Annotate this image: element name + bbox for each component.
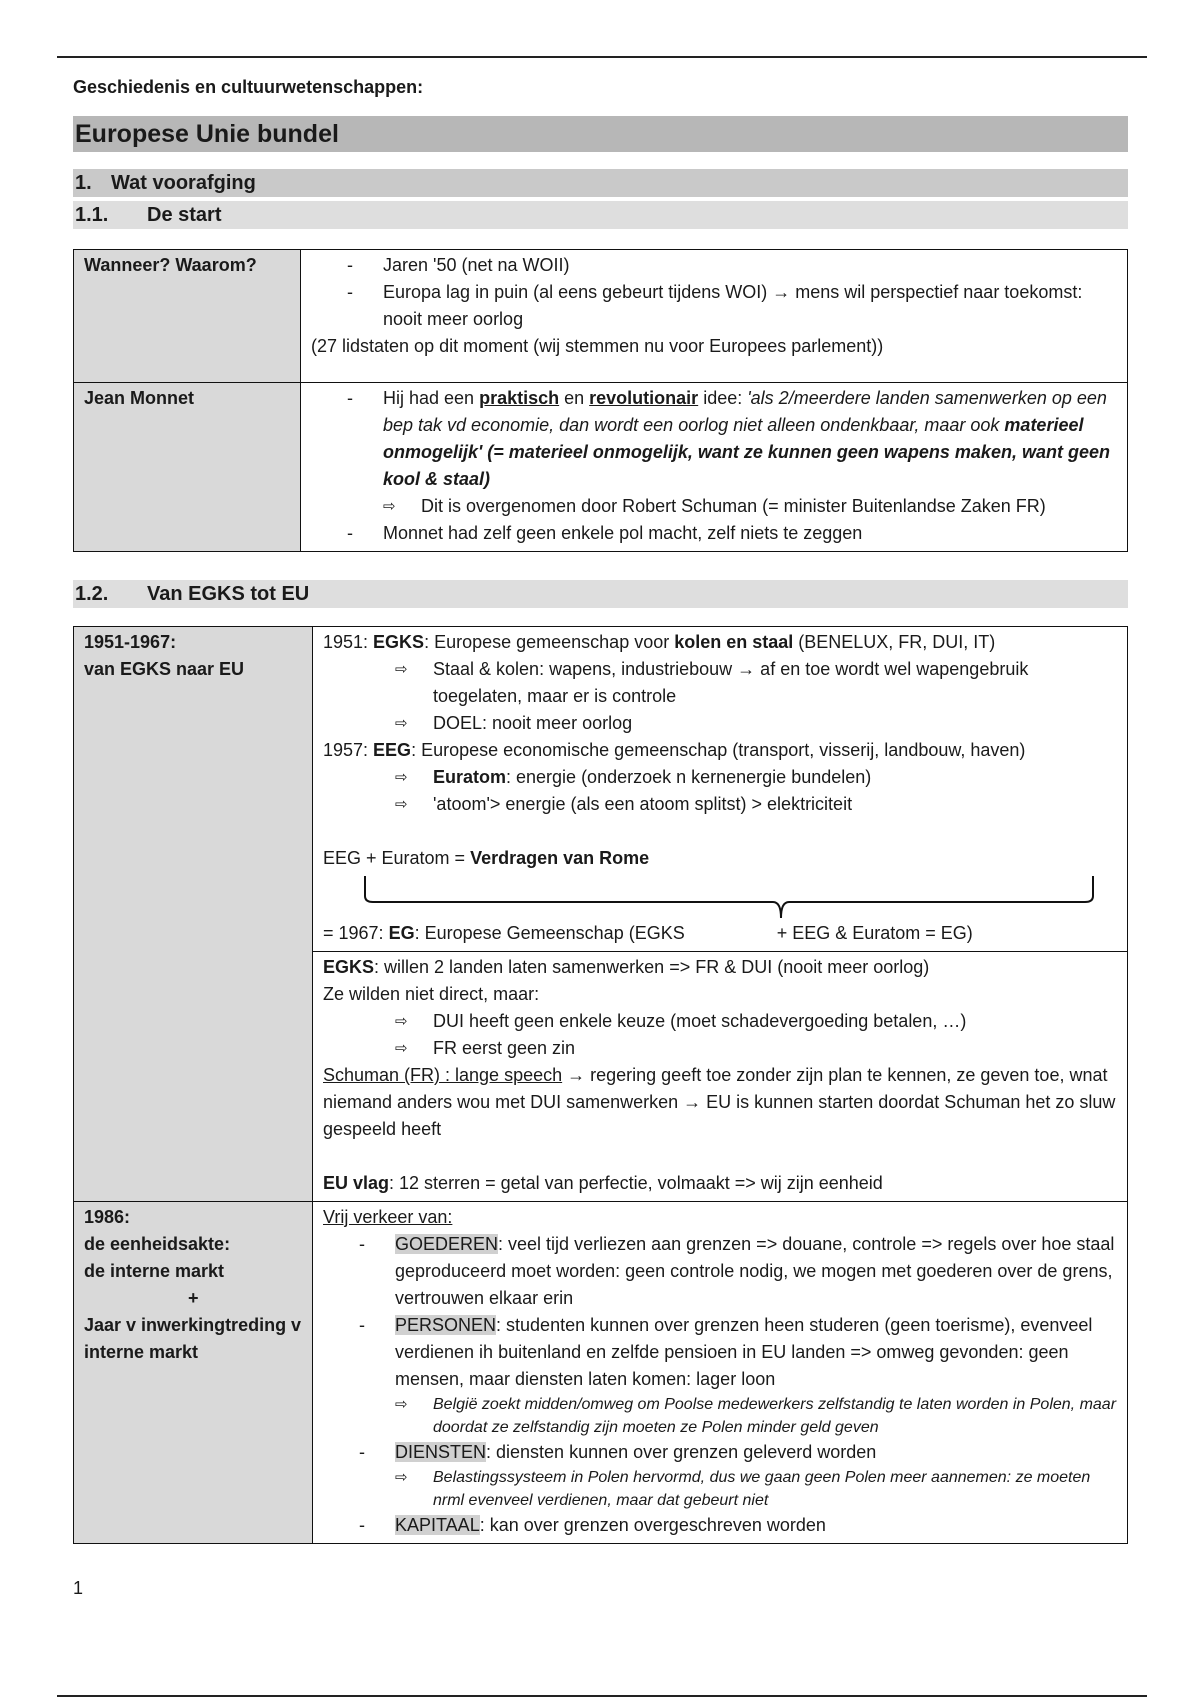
row-label [74, 1202, 313, 1544]
row-content [313, 627, 1128, 952]
text-run: idee: [698, 388, 748, 408]
text-line [323, 737, 1119, 764]
bottom-rule [57, 1695, 1147, 1697]
document-header: Geschiedenis en cultuurwetenschappen: [73, 77, 424, 97]
text-run: : Europese economische gemeenschap (transport, visserij, landbouw, haven) [411, 740, 1026, 760]
text-run: Hij had een [383, 388, 480, 408]
text-run: 'als 2/meerdere landen samenwerken op een bep tak vd economie, dan wordt een oorlog niet alleen ondenkbaar, maar ook [383, 388, 1107, 435]
text-line [323, 1170, 1119, 1197]
list-item: - Europa lag in puin (al eens gebeurt tijdens WOI) → mens wil perspectief naar toekomst: nooit meer oorlog [311, 279, 1119, 333]
label-line: 1986: [84, 1207, 131, 1227]
section-number: 1. [75, 172, 92, 194]
section-number: 1.1. [75, 204, 109, 226]
text-run: en [559, 388, 590, 408]
label-line: de eenheidsakte: [84, 1234, 231, 1254]
highlight-term: GOEDEREN [395, 1234, 499, 1254]
note-text: (27 lidstaten op dit moment (wij stemmen nu voor Europees parlement)) [311, 336, 884, 356]
text-run: EGKS [323, 957, 375, 977]
arrow-item: ⇨ Dit is overgenomen door Robert Schuman (= minister Buitenlandse Zaken FR) [311, 493, 1119, 520]
text-run: EEG [373, 740, 412, 760]
text-line [323, 629, 1119, 656]
text-run: Euratom [433, 767, 507, 787]
text-run: = 1967: [323, 923, 389, 943]
text-run: : Europese Gemeenschap (EGKS [414, 923, 685, 943]
text-run: : energie (onderzoek n kernenergie bundelen) [506, 767, 872, 787]
spacer [323, 818, 1119, 845]
table-egks-eu [73, 626, 1128, 1544]
text-run: EGKS [373, 632, 425, 652]
list-item [323, 1512, 1119, 1539]
text-line [323, 1062, 1119, 1143]
arrow-item: ⇨ DOEL: nooit meer oorlog [323, 710, 1119, 737]
text-run: → regering geeft toe zonder zijn plan te kennen, ze geven toe, wnat niemand anders wou met DUI samenwerken → EU is kunnen starten doordat Schuman het zo sluw gespeeld heeft [323, 1065, 1116, 1139]
row-content [313, 1202, 1128, 1544]
table-row [74, 383, 1128, 552]
label-line: Jaar v inwerkingtreding v interne markt [84, 1315, 302, 1362]
arrow-item: ⇨ 'atoom'> energie (als een atoom splitst) > elektriciteit [323, 791, 1119, 818]
top-rule [57, 56, 1147, 58]
text-run: revolutionair [589, 388, 699, 408]
table-de-start [73, 249, 1128, 552]
highlight-term: KAPITAAL [395, 1515, 480, 1535]
text-run: : kan over grenzen overgeschreven worden [479, 1515, 826, 1535]
list-item: - Monnet had zelf geen enkele pol macht, zelf niets te zeggen [311, 520, 1119, 547]
highlight-term: PERSONEN [395, 1315, 497, 1335]
curly-brace [363, 874, 1103, 920]
section-number: 1.2. [75, 583, 109, 605]
text-line [323, 845, 1119, 872]
table-row [74, 1202, 1128, 1544]
text-run: 1951: [323, 632, 374, 652]
spacer [323, 1143, 1119, 1170]
section-1-1-heading [73, 201, 1128, 229]
arrow-item: ⇨ Belastingssysteem in Polen hervormd, dus we gaan geen Polen meer aannemen: ze moeten nrml evenveel verdienen, maar dat gebeurt niet [323, 1466, 1119, 1512]
label-line: van EGKS naar EU [84, 659, 245, 679]
text-run: : willen 2 landen laten samenwerken => FR & DUI (nooit meer oorlog) [374, 957, 930, 977]
section-title: Wat voorafging [111, 172, 256, 194]
list-item [323, 1231, 1119, 1312]
text-run: EG [388, 923, 415, 943]
text-run: praktisch [479, 388, 560, 408]
label-line: 1951-1967: [84, 632, 177, 652]
arrow-item: ⇨ België zoekt midden/omweg om Poolse medewerkers zelfstandig te laten worden in Polen, maar doordat ze zelfstandig zijn moeten ze Polen minder geld geven [323, 1393, 1119, 1439]
text-run: : veel tijd verliezen aan grenzen => douane, controle => regels over hoe staal geproduceerd moet worden: geen controle nodig, we mogen met goederen over de grens, vertrouwen elkaar erin [395, 1234, 1115, 1308]
section-title: De start [147, 204, 222, 226]
section-title: Van EGKS tot EU [147, 583, 310, 605]
row-label: Jean Monnet [74, 383, 301, 552]
section-1-heading [73, 169, 1128, 197]
text-run: EEG + Euratom = [323, 848, 471, 868]
text-run: : studenten kunnen over grenzen heen studeren (geen toerisme), evenveel verdienen ih buitenland en zelfde pensioen in EU landen => omweg gevonden: geen mensen, maar diensten laten komen: lager loon [395, 1315, 1093, 1389]
highlight-term: DIENSTEN [395, 1442, 487, 1462]
row-content [301, 383, 1128, 552]
section-1-2-heading [73, 580, 1128, 608]
document-title: Europese Unie bundel [73, 116, 1128, 152]
text-line: Vrij verkeer van: [323, 1207, 453, 1227]
text-run: 1957: [323, 740, 374, 760]
document-page [73, 72, 1128, 1544]
page-number: 1 [73, 1578, 84, 1598]
text-run: Schuman (FR) : lange speech [323, 1065, 563, 1085]
row-content [313, 952, 1128, 1202]
list-item [323, 1312, 1119, 1393]
table-row [74, 250, 1128, 383]
arrow-item: ⇨ DUI heeft geen enkele keuze (moet schadevergoeding betalen, …) [323, 1008, 1119, 1035]
list-item [323, 1439, 1119, 1466]
row-content [301, 250, 1128, 383]
text-line [323, 920, 1119, 947]
text-line [323, 954, 1119, 981]
text-run: Verdragen van Rome [470, 848, 650, 868]
text-run: + EEG & Euratom = EG) [776, 923, 973, 943]
label-line: de interne markt [84, 1261, 225, 1281]
text-run: : Europese gemeenschap voor [424, 632, 675, 652]
row-label: Wanneer? Waarom? [74, 250, 301, 383]
text-line: Ze wilden niet direct, maar: [323, 984, 540, 1004]
list-item: - Jaren '50 (net na WOII) [311, 252, 1119, 279]
text-run: : 12 sterren = getal van perfectie, volmaakt => wij zijn eenheid [389, 1173, 883, 1193]
label-line: + [188, 1288, 199, 1308]
arrow-item: ⇨ FR eerst geen zin [323, 1035, 1119, 1062]
text-run: kolen en staal [674, 632, 794, 652]
text-run: EU vlag [323, 1173, 390, 1193]
row-label [74, 627, 313, 1202]
arrow-item [323, 764, 1119, 791]
text-run: materieel onmogelijk' (= materieel onmogelijk, want ze kunnen geen wapens maken, want geen kool & staal) [383, 415, 1110, 489]
list-item [311, 385, 1119, 493]
table-row [74, 627, 1128, 952]
arrow-item: ⇨ Staal & kolen: wapens, industriebouw → af en toe wordt wel wapengebruik toegelaten, maar er is controle [323, 656, 1119, 710]
text-run: : diensten kunnen over grenzen geleverd worden [486, 1442, 877, 1462]
text-run: (BENELUX, FR, DUI, IT) [793, 632, 996, 652]
